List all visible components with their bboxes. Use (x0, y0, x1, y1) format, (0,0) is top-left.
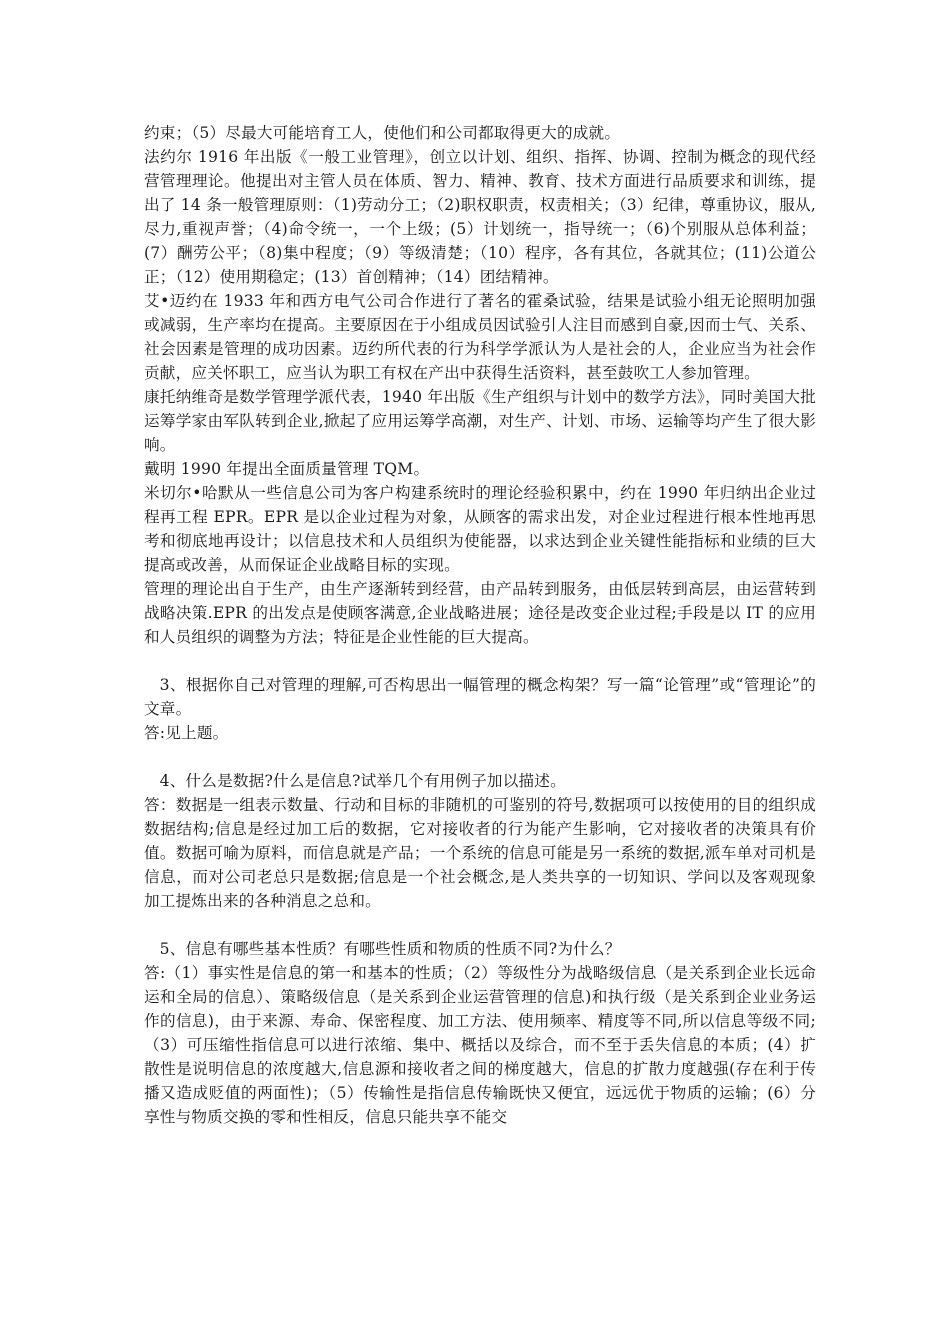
text-paragraph: 艾•迈约在 1933 年和西方电气公司合作进行了著名的霍桑试验，结果是试验小组无论照明加强或减弱，生产率均在提高。主要原因在于小组成员因试验引人注目而感到自豪,因而士气、关系、社会因素是管理的成功因素。迈约所代表的行为科学学派认为人是社会的人，企业应当为社会作贡献，应关怀职工，应当认为职工有权在产出中获得生活资料，甚至鼓吹工人参加管理。 (144, 292, 816, 382)
text-paragraph: 米切尔•哈默从一些信息公司为客户构建系统时的理论经验积累中，约在 1990 年归纳出企业过程再工程 EPR。EPR 是以企业过程为对象，从顾客的需求出发，对企业过程进行根本性地再思考和彻底地再设计；以信息技术和人员组织为使能器，以求达到企业关键性能指标和业绩的巨大提高或改善，从而保证企业战略目标的实现。 (144, 484, 816, 574)
question-paragraph: 3、根据你自己对管理的理解,可否构思出一幅管理的概念构架？写一篇“论管理”或“管理论”的文章。 (144, 676, 816, 718)
document-body (144, 121, 816, 1129)
question-paragraph: 4、什么是数据?什么是信息?试举几个有用例子加以描述。 (159, 772, 566, 790)
text-paragraph: 康托纳维奇是数学管理学派代表，1940 年出版《生产组织与计划中的数学方法》，同时美国大批运筹学家由军队转到企业,掀起了应用运筹学高潮，对生产、计划、市场、运输等均产生了很大影响。 (144, 388, 816, 454)
text-paragraph: 戴明 1990 年提出全面质量管理 TQM。 (144, 460, 430, 478)
text-paragraph: 法约尔 1916 年出版《一般工业管理》，创立以计划、组织、指挥、协调、控制为概念的现代经营管理理论。他提出对主管人员在体质、智力、精神、教育、技术方面进行品质要求和训练，提出了 14 条一般管理原则：（1)劳动分工；（2)职权职责，权责相关；（3）纪律，尊重协议，服从,尽力,重视声誉；（4)命令统一，一个上级；(5）计划统一，指导统一；（6)个别服从总体利益；(7）酬劳公平；（8)集中程度；（9）等级清楚；（10）程序，各有其位，各就其位；(11)公道公正；（12）使用期稳定；(13）首创精神；（14）团结精神。 (144, 148, 816, 286)
text-paragraph: 约束；（5）尽最大可能培育工人，使他们和公司都取得更大的成就。 (144, 124, 621, 142)
text-paragraph: 答：数据是一组表示数量、行动和目标的非随机的可鉴别的符号,数据项可以按使用的目的组织成数据结构;信息是经过加工后的数据，它对接收者的行为能产生影响，它对接收者的决策具有价值。数据可喻为原料，而信息就是产品；一个系统的信息可能是另一系统的数据,派车单对司机是信息，而对公司老总只是数据;信息是一个社会概念,是人类共享的一切知识、学问以及客观现象加工提炼出来的各种消息之总和。 (144, 796, 816, 910)
question-paragraph: 5、信息有哪些基本性质？有哪些性质和物质的性质不同?为什么？ (159, 940, 621, 958)
text-paragraph: 答:见上题。 (144, 724, 229, 742)
text-paragraph: 答:（1）事实性是信息的第一和基本的性质；（2）等级性分为战略级信息（是关系到企业长远命运和全局的信息）、策略级信息（是关系到企业运营管理的信息)和执行级（是关系到企业业务运作的信息)，由于来源、寿命、保密程度、加工方法、使用频率、精度等不同,所以信息等级不同;（3）可压缩性指信息可以进行浓缩、集中、概括以及综合，而不至于丢失信息的本质；(4）扩散性是说明信息的浓度越大,信息源和接收者之间的梯度越大，信息的扩散力度越强(存在利于传播又造成贬值的两面性)；（5）传输性是指信息传输既快又便宜，远远优于物质的运输；(6）分享性与物质交换的零和性相反，信息只能共享不能交 (144, 964, 816, 1126)
text-paragraph: 管理的理论出自于生产，由生产逐渐转到经营，由产品转到服务，由低层转到高层，由运营转到战略决策.EPR 的出发点是使顾客满意,企业战略进展；途径是改变企业过程;手段是以 IT 的应用和人员组织的调整为方法；特征是企业性能的巨大提高。 (144, 580, 816, 646)
